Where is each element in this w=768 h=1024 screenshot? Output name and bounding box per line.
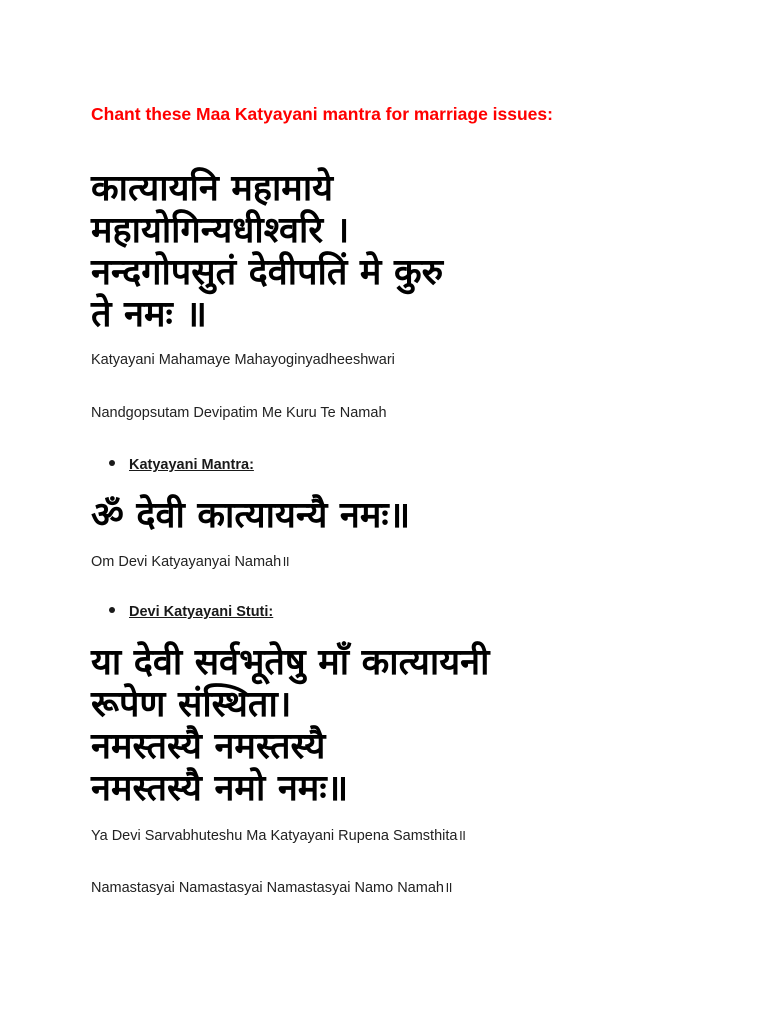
mantra1-transliteration-1: Katyayani Mahamaye Mahayoginyadheeshwari [91, 352, 395, 368]
mantra3-line-2: रूपेण संस्थिता। [91, 684, 292, 725]
page-heading: Chant these Maa Katyayani mantra for marriage issues: [91, 104, 553, 124]
mantra1-line-3: नन्दगोपसुतं देवीपतिं मे कुरु [91, 252, 444, 293]
bullet-katyayani-stuti [109, 604, 273, 620]
katyayani-mantra-link[interactable]: Katyayani Mantra: [129, 457, 254, 473]
mantra3-line-1: या देवी सर्वभू‍तेषु माँ कात्यायनी [91, 642, 490, 683]
mantra3-line-3: नमस्तस्यै नमस्तस्यै [91, 726, 326, 767]
katyayani-stuti-link[interactable]: Devi Katyayani Stuti: [129, 604, 274, 620]
bullet-dot-icon [109, 460, 115, 466]
mantra2-transliteration: Om Devi Katyayanyai Namah॥ [91, 554, 290, 570]
mantra1-line-4: ते नमः ॥ [91, 294, 207, 335]
mantra2-devanagari [91, 495, 691, 537]
mantra1-transliteration-2: Nandgopsutam Devipatim Me Kuru Te Namah [91, 405, 387, 421]
mantra2-line: ॐ देवी कात्यायन्यै नमः॥ [91, 495, 411, 536]
mantra3-devanagari [91, 642, 691, 810]
mantra1-line-1: कात्यायनि महामाये [91, 168, 334, 209]
mantra1-line-2: महायोगिन्यधीश्वरि । [91, 210, 350, 251]
bullet-katyayani-mantra [109, 457, 254, 473]
bullet-dot-icon [109, 607, 115, 613]
mantra3-line-4: नमस्तस्यै नमो नमः॥ [91, 768, 349, 809]
mantra3-transliteration-1: Ya Devi Sarvabhuteshu Ma Katyayani Rupena Samsthita॥ [91, 828, 467, 844]
mantra3-transliteration-2: Namastasyai Namastasyai Namastasyai Namo Namah॥ [91, 880, 453, 896]
mantra1-devanagari [91, 168, 691, 336]
